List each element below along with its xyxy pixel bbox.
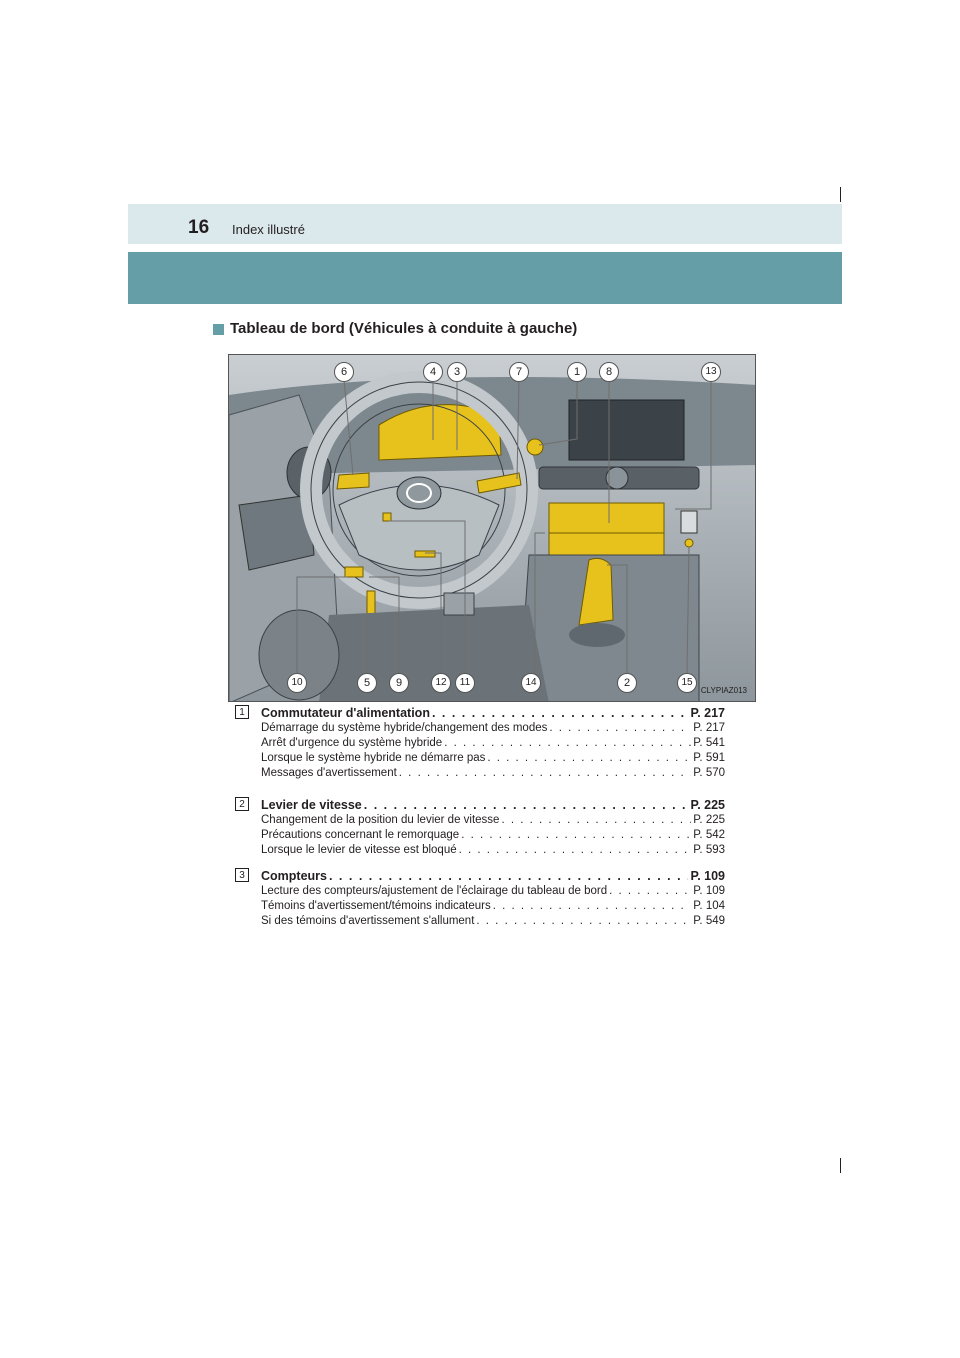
sub-text: Changement de la position du levier de vitesse bbox=[261, 814, 500, 826]
entry-number-badge: 3 bbox=[235, 868, 249, 882]
leader-dots bbox=[459, 843, 692, 858]
page-number: 16 bbox=[188, 217, 210, 238]
callout-3: 3 bbox=[447, 362, 467, 382]
entry-sub-row bbox=[261, 721, 725, 736]
sub-text: Précautions concernant le remorquage bbox=[261, 829, 460, 841]
callout-11: 11 bbox=[455, 673, 475, 693]
entry-title: Compteurs bbox=[261, 869, 327, 883]
section-heading-text: Tableau de bord (Véhicules à conduite à gauche) bbox=[230, 320, 578, 337]
leader-dots bbox=[549, 721, 691, 736]
entry-sub-row bbox=[261, 766, 725, 781]
sub-text: Messages d'avertissement bbox=[261, 767, 397, 779]
leader-dots bbox=[364, 797, 689, 813]
sub-text: Lorsque le levier de vitesse est bloqué bbox=[261, 844, 457, 856]
callout-5: 5 bbox=[357, 673, 377, 693]
sub-text: Arrêt d'urgence du système hybride bbox=[261, 737, 443, 749]
sub-text: Si des témoins d'avertissement s'allument bbox=[261, 915, 475, 927]
entry-sub-row bbox=[261, 899, 725, 914]
callout-15: 15 bbox=[677, 673, 697, 693]
sub-page[interactable]: P. 570 bbox=[693, 767, 725, 779]
callout-9: 9 bbox=[389, 673, 409, 693]
sub-page[interactable]: P. 104 bbox=[693, 900, 725, 912]
entry-title-row bbox=[261, 705, 725, 721]
entry-sub-row bbox=[261, 914, 725, 929]
callout-1: 1 bbox=[567, 362, 587, 382]
leader-dots bbox=[487, 751, 691, 766]
callout-7: 7 bbox=[509, 362, 529, 382]
index-entry bbox=[235, 868, 725, 929]
crop-mark bbox=[840, 1158, 841, 1173]
sub-page[interactable]: P. 217 bbox=[693, 722, 725, 734]
sub-page[interactable]: P. 542 bbox=[693, 829, 725, 841]
callout-12: 12 bbox=[431, 673, 451, 693]
entry-sub-row bbox=[261, 751, 725, 766]
figure-code: CLYPIAZ013 bbox=[700, 686, 747, 695]
callout-6: 6 bbox=[334, 362, 354, 382]
leader-dots bbox=[493, 899, 691, 914]
sub-page[interactable]: P. 549 bbox=[693, 915, 725, 927]
entry-title-row bbox=[261, 797, 725, 813]
leader-dots bbox=[399, 766, 691, 781]
sub-text: Lorsque le système hybride ne démarre pas bbox=[261, 752, 486, 764]
entry-sub-row bbox=[261, 884, 725, 899]
entry-page[interactable]: P. 217 bbox=[690, 706, 725, 720]
entry-page[interactable]: P. 225 bbox=[690, 798, 725, 812]
sub-text: Témoins d'avertissement/témoins indicateurs bbox=[261, 900, 491, 912]
entry-title: Levier de vitesse bbox=[261, 798, 362, 812]
sub-page[interactable]: P. 225 bbox=[693, 814, 725, 826]
entry-sub-row bbox=[261, 736, 725, 751]
leader-dots bbox=[329, 868, 688, 884]
sub-text: Démarrage du système hybride/changement des modes bbox=[261, 722, 548, 734]
crop-mark bbox=[840, 187, 841, 202]
square-bullet-icon bbox=[213, 324, 224, 335]
sub-page[interactable]: P. 541 bbox=[693, 737, 725, 749]
callout-10: 10 bbox=[287, 673, 307, 693]
entry-page[interactable]: P. 109 bbox=[690, 869, 725, 883]
entry-sub-row bbox=[261, 813, 725, 828]
entry-title-row bbox=[261, 868, 725, 884]
sub-page[interactable]: P. 591 bbox=[693, 752, 725, 764]
leader-dots bbox=[444, 736, 691, 751]
callout-4: 4 bbox=[423, 362, 443, 382]
index-entry bbox=[235, 797, 725, 858]
entry-sub-row bbox=[261, 843, 725, 858]
sub-page[interactable]: P. 109 bbox=[693, 885, 725, 897]
sub-text: Lecture des compteurs/ajustement de l'éclairage du tableau de bord bbox=[261, 885, 608, 897]
section-band bbox=[128, 252, 842, 304]
entry-number-badge: 1 bbox=[235, 705, 249, 719]
header-title: Index illustré bbox=[232, 222, 305, 237]
callout-2: 2 bbox=[617, 673, 637, 693]
leader-dots bbox=[461, 828, 691, 843]
leader-dots bbox=[501, 813, 691, 828]
sub-page[interactable]: P. 593 bbox=[693, 844, 725, 856]
leader-dots bbox=[609, 884, 691, 899]
callout-14: 14 bbox=[521, 673, 541, 693]
leader-dots bbox=[432, 705, 689, 721]
section-heading bbox=[213, 320, 577, 338]
entry-sub-row bbox=[261, 828, 725, 843]
callout-8: 8 bbox=[599, 362, 619, 382]
callout-13: 13 bbox=[701, 362, 721, 382]
leader-dots bbox=[476, 914, 691, 929]
entry-number-badge: 2 bbox=[235, 797, 249, 811]
entry-title: Commutateur d'alimentation bbox=[261, 706, 430, 720]
index-entry bbox=[235, 705, 725, 781]
dashboard-illustration bbox=[228, 354, 756, 702]
callout-top bbox=[229, 355, 756, 702]
